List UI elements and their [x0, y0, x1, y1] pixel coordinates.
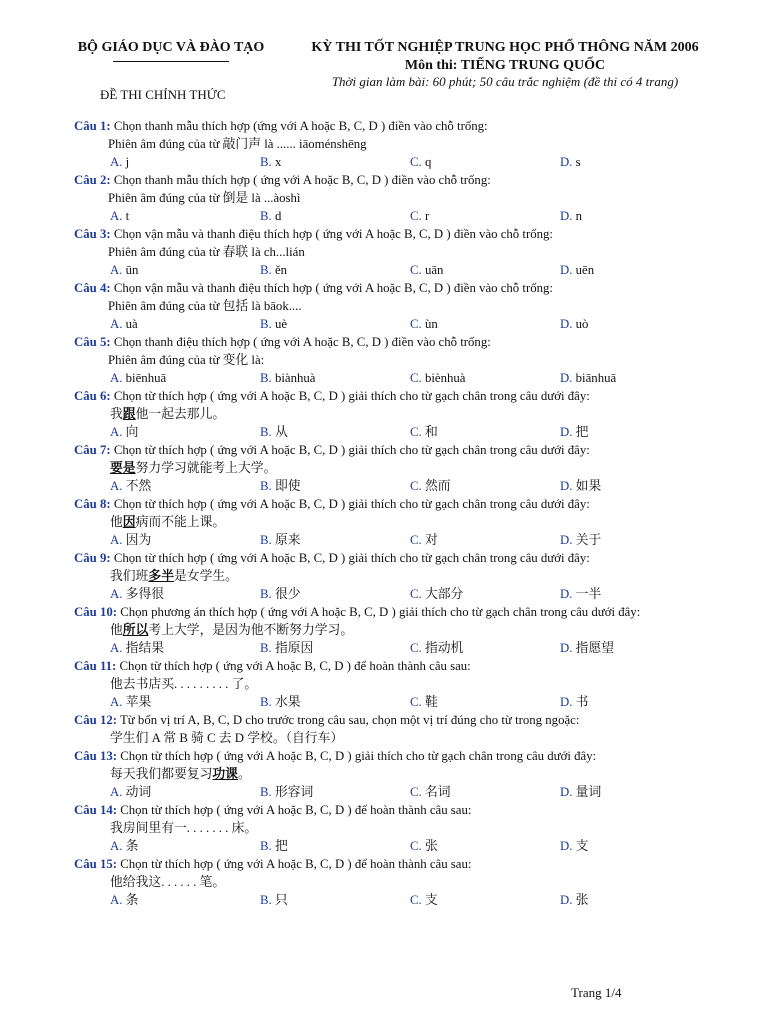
answer-option — [260, 693, 410, 711]
sentence-part: 努力学习就能考上大学。 — [135, 461, 277, 475]
option-letter: A. — [110, 587, 123, 601]
option-letter: A. — [110, 695, 123, 709]
ministry-name: BỘ GIÁO DỤC VÀ ĐÀO TẠO — [77, 40, 265, 55]
option-text: t — [125, 209, 130, 223]
option-text: 多得很 — [125, 587, 165, 601]
option-letter: B. — [260, 893, 272, 907]
header-right — [290, 40, 720, 90]
option-text: n — [575, 209, 583, 223]
option-letter: B. — [260, 839, 272, 853]
question-text: Chọn thanh mẫu thích hợp (ứng với A hoặc B, C, D ) điền vào chỗ trống: — [113, 119, 488, 133]
option-letter: B. — [260, 641, 272, 655]
option-text: s — [575, 155, 581, 169]
option-letter: B. — [260, 317, 272, 331]
question-number: Câu 13: — [74, 749, 118, 763]
option-letter: B. — [260, 155, 272, 169]
option-letter: B. — [260, 209, 272, 223]
question-prompt — [74, 117, 724, 135]
option-letter: A. — [110, 425, 123, 439]
option-text: ěn — [274, 263, 288, 277]
answer-option — [110, 639, 260, 657]
question-number: Câu 6: — [74, 389, 111, 403]
question-2 — [74, 171, 724, 225]
option-text: ùn — [424, 317, 438, 331]
answer-option — [410, 837, 560, 855]
answer-options — [74, 531, 724, 549]
option-text: 关于 — [575, 533, 602, 547]
underlined-word: 多半 — [148, 569, 174, 583]
option-letter: A. — [110, 263, 123, 277]
question-text: Chọn thanh mẫu thích hợp ( ứng với A hoặc B, C, D ) điền vào chỗ trống: — [113, 173, 491, 187]
option-letter: A. — [110, 155, 123, 169]
answer-options — [74, 477, 724, 495]
answer-options — [74, 837, 724, 855]
option-letter: C. — [410, 479, 422, 493]
exam-subject: Môn thi: TIẾNG TRUNG QUỐC — [404, 58, 606, 73]
option-text: 不然 — [125, 479, 152, 493]
question-text: Chọn từ thích hợp ( ứng với A hoặc B, C, D ) giải thích cho từ gạch chân trong câu dưới đây: — [113, 389, 590, 403]
header-left — [76, 40, 266, 62]
answer-options — [74, 261, 724, 279]
question-prompt — [74, 225, 724, 243]
option-text: 一半 — [575, 587, 602, 601]
question-15 — [74, 855, 724, 909]
answer-option — [410, 207, 560, 225]
option-letter: C. — [410, 263, 422, 277]
answer-option — [110, 783, 260, 801]
question-9 — [74, 549, 724, 603]
option-text: d — [274, 209, 282, 223]
sentence-part: 学生们 A 常 B 骑 C 去 D 学校。（自行车） — [110, 731, 344, 745]
chinese-sentence — [74, 765, 724, 783]
sentence-part: 考上大学，是因为他不断努力学习。 — [148, 623, 354, 637]
option-text: 张 — [424, 839, 438, 853]
answer-option — [410, 261, 560, 279]
underlined-word: 跟 — [122, 407, 136, 421]
option-letter: D. — [560, 533, 573, 547]
answer-option — [560, 585, 710, 603]
answer-option — [410, 477, 560, 495]
answer-option — [110, 477, 260, 495]
option-letter: B. — [260, 533, 272, 547]
option-text: 大部分 — [424, 587, 464, 601]
sentence-part: 每天我们都要复习 — [110, 767, 213, 781]
option-text: biānhuā — [575, 371, 617, 385]
option-text: 张 — [575, 893, 589, 907]
option-letter: B. — [260, 425, 272, 439]
answer-option — [410, 693, 560, 711]
question-prompt — [74, 171, 724, 189]
answer-option — [560, 207, 710, 225]
answer-option — [410, 369, 560, 387]
option-letter: D. — [560, 209, 573, 223]
option-text: 如果 — [575, 479, 602, 493]
question-number: Câu 2: — [74, 173, 111, 187]
question-number: Câu 7: — [74, 443, 111, 457]
answer-option — [560, 261, 710, 279]
option-text: biènhuà — [424, 371, 466, 385]
option-letter: D. — [560, 263, 573, 277]
header-rule — [113, 61, 229, 62]
question-text: Chọn từ thích hợp ( ứng với A hoặc B, C, D ) giải thích cho từ gạch chân trong câu dưới đây: — [113, 551, 590, 565]
option-letter: C. — [410, 425, 422, 439]
question-text: Chọn từ thích hợp ( ứng với A hoặc B, C, D ) giải thích cho từ gạch chân trong câu dưới đây: — [120, 749, 597, 763]
answer-options — [74, 153, 724, 171]
question-subline: Phiên âm đúng của từ 变化 là: — [108, 353, 265, 367]
question-text: Chọn từ thích hợp ( ứng với A hoặc B, C, D ) để hoàn thành câu sau: — [119, 659, 471, 673]
option-text: uò — [575, 317, 589, 331]
question-prompt — [74, 279, 724, 297]
question-text: Chọn từ thích hợp ( ứng với A hoặc B, C, D ) giải thích cho từ gạch chân trong câu dưới đây: — [113, 497, 590, 511]
chinese-sentence — [74, 873, 724, 891]
option-letter: A. — [110, 641, 123, 655]
question-subline: Phiên âm đúng của từ 倒是 là ...àoshì — [108, 191, 301, 205]
option-text: 原来 — [274, 533, 301, 547]
question-13 — [74, 747, 724, 801]
question-number: Câu 1: — [74, 119, 111, 133]
option-text: 即使 — [274, 479, 301, 493]
option-letter: C. — [410, 587, 422, 601]
question-11 — [74, 657, 724, 711]
option-letter: D. — [560, 695, 573, 709]
option-text: 然而 — [424, 479, 451, 493]
option-text: 把 — [575, 425, 589, 439]
answer-options — [74, 207, 724, 225]
option-text: 名词 — [424, 785, 451, 799]
option-text: 因为 — [125, 533, 152, 547]
option-text: 书 — [575, 695, 589, 709]
option-text: 指原因 — [274, 641, 314, 655]
option-letter: C. — [410, 641, 422, 655]
option-text: 量词 — [575, 785, 602, 799]
option-letter: C. — [410, 155, 422, 169]
option-letter: D. — [560, 479, 573, 493]
question-3 — [74, 225, 724, 279]
answer-option — [410, 585, 560, 603]
question-number: Câu 8: — [74, 497, 111, 511]
option-letter: B. — [260, 263, 272, 277]
question-5 — [74, 333, 724, 387]
answer-option — [410, 423, 560, 441]
question-10 — [74, 603, 724, 657]
option-text: 指结果 — [125, 641, 165, 655]
exam-duration: Thời gian làm bài: 60 phút; 50 câu trắc nghiệm (đề thi có 4 trang) — [331, 74, 679, 89]
option-letter: D. — [560, 425, 573, 439]
answer-option — [560, 783, 710, 801]
option-text: 支 — [575, 839, 589, 853]
option-text: uān — [424, 263, 444, 277]
answer-option — [560, 477, 710, 495]
sentence-part: 他去书店买. . . . . . . . . 了。 — [110, 677, 258, 691]
option-text: 条 — [125, 839, 139, 853]
question-list — [74, 117, 724, 909]
answer-option — [260, 783, 410, 801]
option-text: uè — [274, 317, 288, 331]
question-prompt — [74, 657, 724, 675]
answer-option — [110, 207, 260, 225]
option-text: 把 — [274, 839, 288, 853]
option-text: j — [125, 155, 130, 169]
question-text: Chọn từ thích hợp ( ứng với A hoặc B, C, D ) giải thích cho từ gạch chân trong câu dưới đây: — [113, 443, 590, 457]
sentence-part: 他 — [110, 623, 123, 637]
question-14 — [74, 801, 724, 855]
option-text: 只 — [274, 893, 288, 907]
option-letter: D. — [560, 839, 573, 853]
option-text: 对 — [424, 533, 438, 547]
answer-option — [110, 585, 260, 603]
sentence-part: 。 — [237, 767, 251, 781]
answer-option — [560, 531, 710, 549]
question-prompt — [74, 495, 724, 513]
option-letter: A. — [110, 839, 123, 853]
option-letter: D. — [560, 587, 573, 601]
answer-option — [560, 369, 710, 387]
answer-option — [110, 315, 260, 333]
option-letter: B. — [260, 479, 272, 493]
option-text: 从 — [274, 425, 288, 439]
sentence-part: 我 — [110, 407, 123, 421]
question-text: Chọn vận mẫu và thanh điệu thích hợp ( ứng với A hoặc B, C, D ) điền vào chỗ trống: — [113, 227, 553, 241]
answer-option — [260, 369, 410, 387]
question-subline: Phiên âm đúng của từ 敲门声 là ...... iāoménshēng — [108, 137, 367, 151]
answer-option — [560, 693, 710, 711]
question-number: Câu 10: — [74, 605, 118, 619]
sentence-part: 是女学生。 — [173, 569, 238, 583]
option-letter: D. — [560, 785, 573, 799]
chinese-sentence — [74, 621, 724, 639]
answer-options — [74, 585, 724, 603]
question-text: Chọn vận mẫu và thanh điệu thích hợp ( ứng với A hoặc B, C, D ) điền vào chỗ trống: — [113, 281, 553, 295]
question-text: Chọn phương án thích hợp ( ứng với A hoặc B, C, D ) giải thích cho từ gạch chân trong câu dưới đây: — [120, 605, 641, 619]
sentence-part: 我房间里有一. . . . . . . 床。 — [110, 821, 258, 835]
question-prompt — [74, 549, 724, 567]
option-text: x — [274, 155, 282, 169]
answer-options — [74, 423, 724, 441]
sentence-part: 我们班 — [110, 569, 149, 583]
chinese-sentence — [74, 405, 724, 423]
option-letter: A. — [110, 209, 123, 223]
answer-option — [560, 639, 710, 657]
answer-option — [260, 153, 410, 171]
option-text: 和 — [424, 425, 438, 439]
question-number: Câu 11: — [74, 659, 117, 673]
question-subline: Phiên âm đúng của từ 春联 là ch...lián — [108, 245, 305, 259]
answer-option — [410, 891, 560, 909]
question-subline: Phiên âm đúng của từ 包括 là bāok.... — [108, 299, 302, 313]
option-text: 向 — [125, 425, 139, 439]
question-number: Câu 5: — [74, 335, 111, 349]
answer-option — [560, 315, 710, 333]
question-number: Câu 4: — [74, 281, 111, 295]
option-text: 很少 — [274, 587, 301, 601]
question-prompt — [74, 603, 724, 621]
option-letter: C. — [410, 839, 422, 853]
answer-option — [110, 531, 260, 549]
option-text: uà — [125, 317, 138, 331]
option-text: 水果 — [274, 695, 301, 709]
option-text: 支 — [424, 893, 438, 907]
option-letter: C. — [410, 785, 422, 799]
answer-option — [260, 837, 410, 855]
answer-option — [410, 783, 560, 801]
answer-option — [110, 891, 260, 909]
option-text: 形容词 — [274, 785, 314, 799]
option-letter: A. — [110, 479, 123, 493]
sentence-part: 病而不能上课。 — [135, 515, 226, 529]
question-12 — [74, 711, 724, 747]
answer-option — [260, 891, 410, 909]
answer-option — [260, 531, 410, 549]
option-letter: D. — [560, 317, 573, 331]
question-prompt — [74, 855, 724, 873]
option-letter: B. — [260, 695, 272, 709]
question-number: Câu 14: — [74, 803, 118, 817]
option-letter: D. — [560, 893, 573, 907]
answer-option — [260, 477, 410, 495]
option-text: 鞋 — [424, 695, 438, 709]
answer-option — [560, 837, 710, 855]
underlined-word: 功课 — [212, 767, 238, 781]
sentence-part: 他给我这. . . . . . 笔。 — [110, 875, 226, 889]
answer-option — [110, 153, 260, 171]
question-6 — [74, 387, 724, 441]
underlined-word: 要是 — [110, 461, 136, 475]
option-text: 指动机 — [424, 641, 464, 655]
question-prompt — [74, 747, 724, 765]
answer-option — [110, 693, 260, 711]
answer-option — [260, 315, 410, 333]
chinese-sentence — [74, 513, 724, 531]
option-letter: A. — [110, 317, 123, 331]
answer-option — [260, 261, 410, 279]
question-prompt — [74, 441, 724, 459]
option-letter: C. — [410, 695, 422, 709]
option-text: 苹果 — [125, 695, 152, 709]
option-text: 动词 — [125, 785, 152, 799]
answer-option — [260, 585, 410, 603]
answer-option — [110, 423, 260, 441]
chinese-sentence — [74, 675, 724, 693]
option-text: 条 — [125, 893, 139, 907]
answer-options — [74, 369, 724, 387]
page-number: Trang 1/4 — [571, 985, 622, 1000]
question-text: Chọn thanh điệu thích hợp ( ứng với A hoặc B, C, D ) điền vào chỗ trống: — [113, 335, 491, 349]
question-7 — [74, 441, 724, 495]
answer-options — [74, 693, 724, 711]
question-1 — [74, 117, 724, 171]
option-letter: A. — [110, 893, 123, 907]
sentence-part: 他 — [110, 515, 123, 529]
question-number: Câu 12: — [74, 713, 118, 727]
option-letter: B. — [260, 371, 272, 385]
question-prompt — [74, 711, 724, 729]
answer-option — [410, 639, 560, 657]
answer-option — [560, 153, 710, 171]
chinese-sentence — [74, 567, 724, 585]
option-letter: A. — [110, 785, 123, 799]
option-letter: C. — [410, 317, 422, 331]
question-number: Câu 9: — [74, 551, 111, 565]
question-prompt — [74, 801, 724, 819]
answer-option — [560, 891, 710, 909]
sentence-part: 他一起去那儿。 — [135, 407, 226, 421]
option-letter: D. — [560, 155, 573, 169]
chinese-sentence — [74, 819, 724, 837]
option-text: r — [424, 209, 430, 223]
question-number: Câu 3: — [74, 227, 111, 241]
option-letter: C. — [410, 893, 422, 907]
answer-option — [410, 153, 560, 171]
option-letter: A. — [110, 371, 123, 385]
question-number: Câu 15: — [74, 857, 118, 871]
underlined-word: 因 — [122, 515, 136, 529]
answer-option — [410, 531, 560, 549]
question-8 — [74, 495, 724, 549]
option-letter: B. — [260, 587, 272, 601]
option-letter: C. — [410, 533, 422, 547]
exam-title: KỲ THI TỐT NGHIỆP TRUNG HỌC PHỔ THÔNG NĂM 2006 — [311, 40, 699, 55]
option-text: uēn — [575, 263, 595, 277]
question-prompt — [74, 333, 724, 351]
option-text: biēnhuā — [125, 371, 167, 385]
chinese-sentence — [74, 459, 724, 477]
chinese-sentence — [74, 729, 724, 747]
answer-option — [110, 837, 260, 855]
question-text: Chọn từ thích hợp ( ứng với A hoặc B, C, D ) để hoàn thành câu sau: — [120, 803, 472, 817]
answer-option — [560, 423, 710, 441]
option-text: q — [424, 155, 432, 169]
answer-options — [74, 783, 724, 801]
answer-option — [110, 369, 260, 387]
official-label: ĐỀ THI CHÍNH THỨC — [100, 87, 226, 102]
answer-option — [260, 423, 410, 441]
answer-option — [260, 207, 410, 225]
answer-options — [74, 315, 724, 333]
option-letter: A. — [110, 533, 123, 547]
question-text: Từ bốn vị trí A, B, C, D cho trước trong câu sau, chọn một vị trí đúng cho từ trong ngoặc: — [119, 713, 580, 727]
option-text: 指愿望 — [575, 641, 615, 655]
option-letter: C. — [410, 209, 422, 223]
option-letter: D. — [560, 641, 573, 655]
question-text: Chọn từ thích hợp ( ứng với A hoặc B, C, D ) để hoàn thành câu sau: — [120, 857, 472, 871]
underlined-word: 所以 — [122, 623, 149, 637]
answer-options — [74, 891, 724, 909]
option-text: biànhuà — [274, 371, 316, 385]
option-letter: C. — [410, 371, 422, 385]
question-prompt — [74, 387, 724, 405]
answer-option — [410, 315, 560, 333]
answer-options — [74, 639, 724, 657]
question-4 — [74, 279, 724, 333]
option-text: ūn — [125, 263, 139, 277]
answer-option — [110, 261, 260, 279]
answer-option — [260, 639, 410, 657]
option-letter: D. — [560, 371, 573, 385]
option-letter: B. — [260, 785, 272, 799]
